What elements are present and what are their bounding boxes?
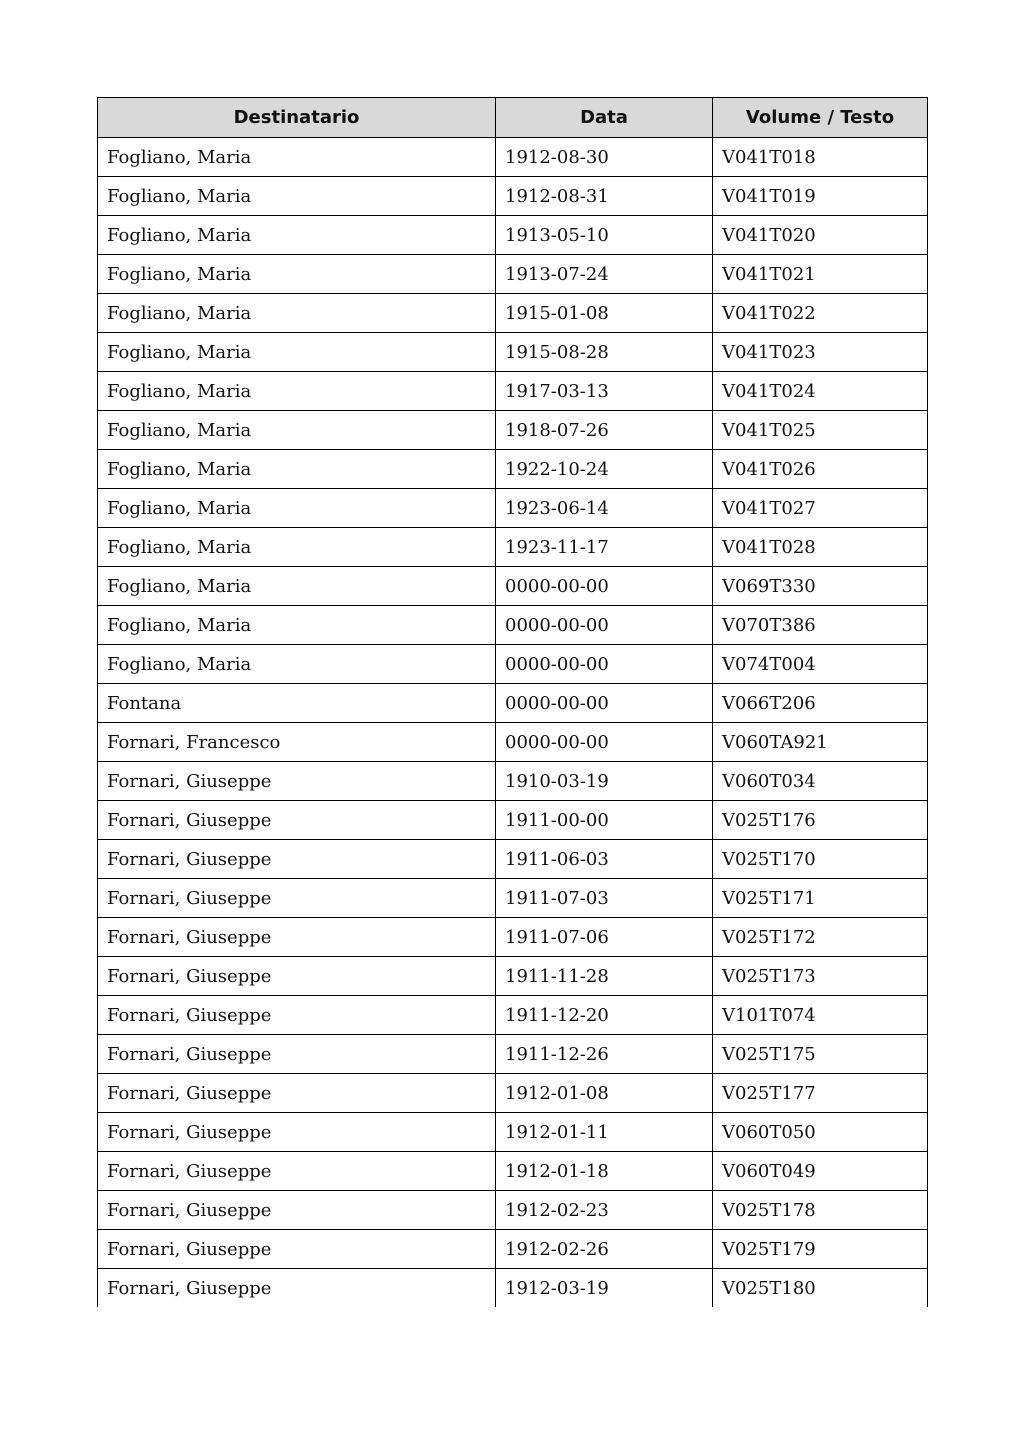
header-volume-testo: Volume / Testo — [713, 98, 928, 138]
cell-volume-testo: V041T019 — [713, 177, 928, 216]
cell-volume-testo: V041T018 — [713, 138, 928, 177]
table-row — [98, 801, 928, 840]
cell-data: 0000-00-00 — [496, 684, 713, 723]
table-row — [98, 996, 928, 1035]
cell-destinatario: Fornari, Giuseppe — [98, 762, 496, 801]
cell-destinatario: Fogliano, Maria — [98, 255, 496, 294]
cell-data: 1912-03-19 — [496, 1269, 713, 1308]
cell-volume-testo: V041T027 — [713, 489, 928, 528]
cell-volume-testo: V041T020 — [713, 216, 928, 255]
cell-volume-testo: V041T028 — [713, 528, 928, 567]
cell-data: 1912-08-31 — [496, 177, 713, 216]
cell-data: 1911-07-06 — [496, 918, 713, 957]
cell-destinatario: Fornari, Francesco — [98, 723, 496, 762]
cell-volume-testo: V060T049 — [713, 1152, 928, 1191]
table-row — [98, 1269, 928, 1308]
cell-volume-testo: V060TA921 — [713, 723, 928, 762]
cell-volume-testo: V041T023 — [713, 333, 928, 372]
table-row — [98, 918, 928, 957]
cell-data: 0000-00-00 — [496, 723, 713, 762]
table-row — [98, 528, 928, 567]
cell-data: 1913-05-10 — [496, 216, 713, 255]
cell-data: 0000-00-00 — [496, 645, 713, 684]
table-row — [98, 1113, 928, 1152]
cell-data: 1911-12-20 — [496, 996, 713, 1035]
cell-volume-testo: V025T171 — [713, 879, 928, 918]
table-row — [98, 762, 928, 801]
table-row — [98, 333, 928, 372]
header-data: Data — [496, 98, 713, 138]
cell-destinatario: Fogliano, Maria — [98, 528, 496, 567]
cell-destinatario: Fogliano, Maria — [98, 294, 496, 333]
cell-volume-testo: V069T330 — [713, 567, 928, 606]
cell-data: 1912-01-11 — [496, 1113, 713, 1152]
cell-destinatario: Fogliano, Maria — [98, 567, 496, 606]
table-row — [98, 1152, 928, 1191]
cell-data: 1915-01-08 — [496, 294, 713, 333]
cell-destinatario: Fogliano, Maria — [98, 372, 496, 411]
cell-data: 1923-06-14 — [496, 489, 713, 528]
cell-data: 1911-06-03 — [496, 840, 713, 879]
cell-destinatario: Fornari, Giuseppe — [98, 840, 496, 879]
recipients-table — [97, 97, 928, 1307]
cell-destinatario: Fontana — [98, 684, 496, 723]
cell-destinatario: Fornari, Giuseppe — [98, 1230, 496, 1269]
cell-destinatario: Fogliano, Maria — [98, 489, 496, 528]
header-destinatario: Destinatario — [98, 98, 496, 138]
cell-volume-testo: V070T386 — [713, 606, 928, 645]
table-row — [98, 489, 928, 528]
cell-destinatario: Fogliano, Maria — [98, 177, 496, 216]
cell-data: 1911-07-03 — [496, 879, 713, 918]
cell-volume-testo: V025T176 — [713, 801, 928, 840]
table-row — [98, 177, 928, 216]
cell-volume-testo: V025T173 — [713, 957, 928, 996]
cell-destinatario: Fogliano, Maria — [98, 411, 496, 450]
cell-volume-testo: V025T178 — [713, 1191, 928, 1230]
cell-volume-testo: V066T206 — [713, 684, 928, 723]
table-row — [98, 879, 928, 918]
table-row — [98, 294, 928, 333]
table-row — [98, 216, 928, 255]
cell-data: 1911-12-26 — [496, 1035, 713, 1074]
cell-destinatario: Fornari, Giuseppe — [98, 1152, 496, 1191]
cell-destinatario: Fornari, Giuseppe — [98, 918, 496, 957]
table-row — [98, 255, 928, 294]
document-page — [97, 97, 927, 1307]
table-row — [98, 411, 928, 450]
cell-volume-testo: V025T180 — [713, 1269, 928, 1308]
cell-volume-testo: V101T074 — [713, 996, 928, 1035]
cell-volume-testo: V041T024 — [713, 372, 928, 411]
cell-destinatario: Fornari, Giuseppe — [98, 996, 496, 1035]
table-row — [98, 450, 928, 489]
table-row — [98, 957, 928, 996]
cell-data: 1911-11-28 — [496, 957, 713, 996]
table-row — [98, 684, 928, 723]
cell-volume-testo: V025T170 — [713, 840, 928, 879]
cell-destinatario: Fogliano, Maria — [98, 645, 496, 684]
cell-volume-testo: V041T021 — [713, 255, 928, 294]
table-row — [98, 1035, 928, 1074]
table-row — [98, 606, 928, 645]
cell-destinatario: Fornari, Giuseppe — [98, 1035, 496, 1074]
cell-destinatario: Fornari, Giuseppe — [98, 957, 496, 996]
cell-volume-testo: V074T004 — [713, 645, 928, 684]
cell-destinatario: Fornari, Giuseppe — [98, 879, 496, 918]
table-row — [98, 372, 928, 411]
table-row — [98, 840, 928, 879]
cell-volume-testo: V041T022 — [713, 294, 928, 333]
table-header — [98, 98, 928, 138]
cell-volume-testo: V025T177 — [713, 1074, 928, 1113]
cell-data: 1912-08-30 — [496, 138, 713, 177]
cell-data: 0000-00-00 — [496, 567, 713, 606]
cell-data: 1910-03-19 — [496, 762, 713, 801]
table-body — [98, 138, 928, 1308]
cell-data: 1915-08-28 — [496, 333, 713, 372]
table-row — [98, 1191, 928, 1230]
cell-data: 1918-07-26 — [496, 411, 713, 450]
cell-volume-testo: V025T172 — [713, 918, 928, 957]
cell-data: 0000-00-00 — [496, 606, 713, 645]
cell-data: 1911-00-00 — [496, 801, 713, 840]
cell-volume-testo: V060T050 — [713, 1113, 928, 1152]
table-row — [98, 138, 928, 177]
cell-destinatario: Fogliano, Maria — [98, 606, 496, 645]
cell-destinatario: Fornari, Giuseppe — [98, 1191, 496, 1230]
cell-destinatario: Fogliano, Maria — [98, 333, 496, 372]
cell-destinatario: Fornari, Giuseppe — [98, 801, 496, 840]
header-row — [98, 98, 928, 138]
cell-data: 1912-01-18 — [496, 1152, 713, 1191]
table-row — [98, 645, 928, 684]
cell-volume-testo: V041T026 — [713, 450, 928, 489]
cell-destinatario: Fornari, Giuseppe — [98, 1074, 496, 1113]
cell-data: 1917-03-13 — [496, 372, 713, 411]
cell-destinatario: Fornari, Giuseppe — [98, 1113, 496, 1152]
table-row — [98, 1074, 928, 1113]
cell-volume-testo: V025T179 — [713, 1230, 928, 1269]
table-row — [98, 1230, 928, 1269]
cell-volume-testo: V060T034 — [713, 762, 928, 801]
cell-destinatario: Fornari, Giuseppe — [98, 1269, 496, 1308]
cell-volume-testo: V025T175 — [713, 1035, 928, 1074]
cell-data: 1923-11-17 — [496, 528, 713, 567]
cell-data: 1913-07-24 — [496, 255, 713, 294]
cell-data: 1922-10-24 — [496, 450, 713, 489]
table-row — [98, 723, 928, 762]
cell-destinatario: Fogliano, Maria — [98, 450, 496, 489]
cell-volume-testo: V041T025 — [713, 411, 928, 450]
cell-data: 1912-02-26 — [496, 1230, 713, 1269]
cell-data: 1912-01-08 — [496, 1074, 713, 1113]
cell-destinatario: Fogliano, Maria — [98, 138, 496, 177]
cell-destinatario: Fogliano, Maria — [98, 216, 496, 255]
cell-data: 1912-02-23 — [496, 1191, 713, 1230]
table-row — [98, 567, 928, 606]
